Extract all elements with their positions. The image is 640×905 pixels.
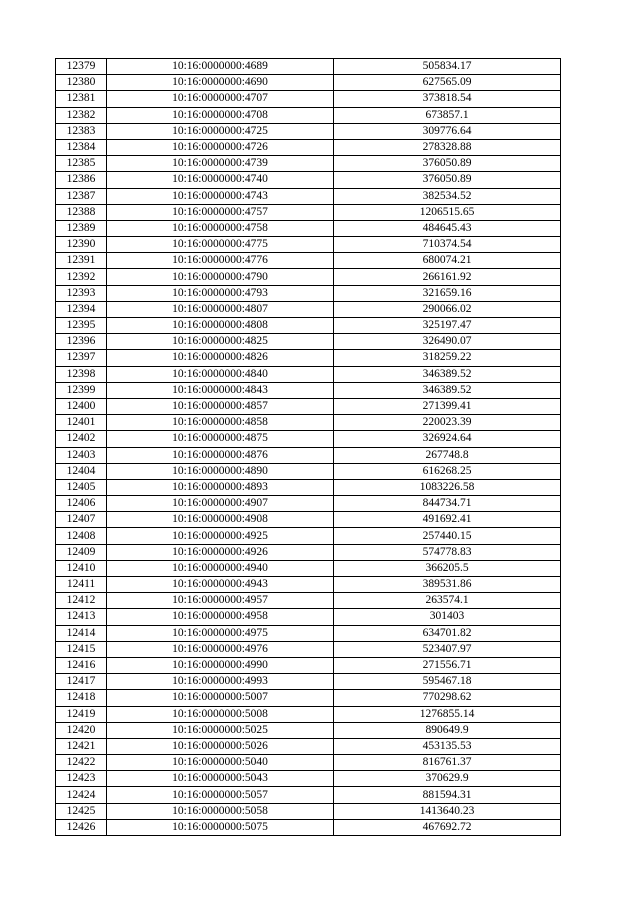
row-number-cell: 12392: [56, 269, 107, 285]
value-cell: 325197.47: [334, 318, 561, 334]
table-row: [56, 107, 561, 123]
table-row: [56, 738, 561, 754]
table-row: [56, 334, 561, 350]
table-row: [56, 269, 561, 285]
cadastral-number-cell: 10:16:0000000:4690: [107, 75, 334, 91]
row-number-cell: 12404: [56, 463, 107, 479]
row-number-cell: 12414: [56, 625, 107, 641]
table-row: [56, 220, 561, 236]
cadastral-number-cell: 10:16:0000000:4943: [107, 577, 334, 593]
cadastral-number-cell: 10:16:0000000:4725: [107, 123, 334, 139]
table-row: [56, 188, 561, 204]
cadastral-number-cell: 10:16:0000000:4775: [107, 237, 334, 253]
row-number-cell: 12403: [56, 447, 107, 463]
row-number-cell: 12423: [56, 771, 107, 787]
table-row: [56, 512, 561, 528]
cadastral-number-cell: 10:16:0000000:4876: [107, 447, 334, 463]
row-number-cell: 12415: [56, 641, 107, 657]
table-row: [56, 382, 561, 398]
value-cell: 484645.43: [334, 220, 561, 236]
row-number-cell: 12420: [56, 722, 107, 738]
table-row: [56, 706, 561, 722]
value-cell: 844734.71: [334, 496, 561, 512]
value-cell: 301403: [334, 609, 561, 625]
table-row: [56, 237, 561, 253]
row-number-cell: 12411: [56, 577, 107, 593]
row-number-cell: 12399: [56, 382, 107, 398]
row-number-cell: 12385: [56, 156, 107, 172]
value-cell: 710374.54: [334, 237, 561, 253]
value-cell: 574778.83: [334, 544, 561, 560]
row-number-cell: 12405: [56, 479, 107, 495]
table-row: [56, 560, 561, 576]
table-body: [56, 59, 561, 836]
value-cell: 890649.9: [334, 722, 561, 738]
table-row: [56, 156, 561, 172]
value-cell: 376050.89: [334, 156, 561, 172]
cadastral-number-cell: 10:16:0000000:4857: [107, 398, 334, 414]
row-number-cell: 12408: [56, 528, 107, 544]
row-number-cell: 12406: [56, 496, 107, 512]
value-cell: 326924.64: [334, 431, 561, 447]
row-number-cell: 12412: [56, 593, 107, 609]
row-number-cell: 12393: [56, 285, 107, 301]
value-cell: 467692.72: [334, 819, 561, 835]
table-row: [56, 431, 561, 447]
row-number-cell: 12425: [56, 803, 107, 819]
value-cell: 220023.39: [334, 415, 561, 431]
table-row: [56, 463, 561, 479]
value-cell: 1413640.23: [334, 803, 561, 819]
table-row: [56, 366, 561, 382]
row-number-cell: 12381: [56, 91, 107, 107]
cadastral-number-cell: 10:16:0000000:4689: [107, 59, 334, 75]
table-row: [56, 803, 561, 819]
cadastral-number-cell: 10:16:0000000:4957: [107, 593, 334, 609]
table-row: [56, 787, 561, 803]
cadastral-number-cell: 10:16:0000000:4993: [107, 674, 334, 690]
cadastral-number-cell: 10:16:0000000:4807: [107, 301, 334, 317]
value-cell: 278328.88: [334, 139, 561, 155]
value-cell: 1276855.14: [334, 706, 561, 722]
row-number-cell: 12382: [56, 107, 107, 123]
cadastral-number-cell: 10:16:0000000:4843: [107, 382, 334, 398]
table-row: [56, 75, 561, 91]
value-cell: 453135.53: [334, 738, 561, 754]
table-row: [56, 447, 561, 463]
value-cell: 616268.25: [334, 463, 561, 479]
value-cell: 346389.52: [334, 366, 561, 382]
cadastral-number-cell: 10:16:0000000:4726: [107, 139, 334, 155]
table-row: [56, 59, 561, 75]
cadastral-number-cell: 10:16:0000000:4757: [107, 204, 334, 220]
value-cell: 373818.54: [334, 91, 561, 107]
table-row: [56, 415, 561, 431]
cadastral-number-cell: 10:16:0000000:5008: [107, 706, 334, 722]
value-cell: 770298.62: [334, 690, 561, 706]
value-cell: 318259.22: [334, 350, 561, 366]
table-row: [56, 544, 561, 560]
cadastral-number-cell: 10:16:0000000:4808: [107, 318, 334, 334]
cadastral-number-cell: 10:16:0000000:4793: [107, 285, 334, 301]
value-cell: 382534.52: [334, 188, 561, 204]
table-row: [56, 350, 561, 366]
table-row: [56, 690, 561, 706]
value-cell: 523407.97: [334, 641, 561, 657]
row-number-cell: 12388: [56, 204, 107, 220]
table-row: [56, 674, 561, 690]
table-row: [56, 819, 561, 835]
row-number-cell: 12419: [56, 706, 107, 722]
table-row: [56, 301, 561, 317]
value-cell: 346389.52: [334, 382, 561, 398]
cadastral-number-cell: 10:16:0000000:4925: [107, 528, 334, 544]
value-cell: 370629.9: [334, 771, 561, 787]
row-number-cell: 12418: [56, 690, 107, 706]
cadastral-number-cell: 10:16:0000000:4990: [107, 657, 334, 673]
cadastral-number-cell: 10:16:0000000:4708: [107, 107, 334, 123]
row-number-cell: 12394: [56, 301, 107, 317]
table-row: [56, 253, 561, 269]
table-row: [56, 496, 561, 512]
row-number-cell: 12395: [56, 318, 107, 334]
value-cell: 680074.21: [334, 253, 561, 269]
row-number-cell: 12410: [56, 560, 107, 576]
cadastral-number-cell: 10:16:0000000:4893: [107, 479, 334, 495]
cadastral-number-cell: 10:16:0000000:4739: [107, 156, 334, 172]
row-number-cell: 12413: [56, 609, 107, 625]
cadastral-number-cell: 10:16:0000000:4940: [107, 560, 334, 576]
row-number-cell: 12398: [56, 366, 107, 382]
cadastral-number-cell: 10:16:0000000:5007: [107, 690, 334, 706]
cadastral-number-cell: 10:16:0000000:5057: [107, 787, 334, 803]
cadastral-number-cell: 10:16:0000000:5058: [107, 803, 334, 819]
cadastral-number-cell: 10:16:0000000:4743: [107, 188, 334, 204]
table-row: [56, 609, 561, 625]
row-number-cell: 12409: [56, 544, 107, 560]
row-number-cell: 12402: [56, 431, 107, 447]
value-cell: 505834.17: [334, 59, 561, 75]
cadastral-number-cell: 10:16:0000000:4926: [107, 544, 334, 560]
row-number-cell: 12426: [56, 819, 107, 835]
row-number-cell: 12397: [56, 350, 107, 366]
row-number-cell: 12407: [56, 512, 107, 528]
table-row: [56, 285, 561, 301]
value-cell: 595467.18: [334, 674, 561, 690]
row-number-cell: 12387: [56, 188, 107, 204]
table-row: [56, 577, 561, 593]
value-cell: 1206515.65: [334, 204, 561, 220]
row-number-cell: 12422: [56, 755, 107, 771]
row-number-cell: 12421: [56, 738, 107, 754]
value-cell: 290066.02: [334, 301, 561, 317]
value-cell: 266161.92: [334, 269, 561, 285]
cadastral-number-cell: 10:16:0000000:4790: [107, 269, 334, 285]
value-cell: 491692.41: [334, 512, 561, 528]
value-cell: 881594.31: [334, 787, 561, 803]
value-cell: 673857.1: [334, 107, 561, 123]
table-row: [56, 657, 561, 673]
row-number-cell: 12380: [56, 75, 107, 91]
cadastral-number-cell: 10:16:0000000:4875: [107, 431, 334, 447]
table-row: [56, 398, 561, 414]
value-cell: 376050.89: [334, 172, 561, 188]
cadastral-number-cell: 10:16:0000000:4890: [107, 463, 334, 479]
cadastral-number-cell: 10:16:0000000:5043: [107, 771, 334, 787]
cadastral-number-cell: 10:16:0000000:4907: [107, 496, 334, 512]
cadastral-number-cell: 10:16:0000000:4776: [107, 253, 334, 269]
table-row: [56, 139, 561, 155]
table-row: [56, 318, 561, 334]
value-cell: 257440.15: [334, 528, 561, 544]
row-number-cell: 12417: [56, 674, 107, 690]
row-number-cell: 12391: [56, 253, 107, 269]
table-row: [56, 593, 561, 609]
table-row: [56, 528, 561, 544]
cadastral-number-cell: 10:16:0000000:5025: [107, 722, 334, 738]
cadastral-number-cell: 10:16:0000000:4707: [107, 91, 334, 107]
cadastral-number-cell: 10:16:0000000:4908: [107, 512, 334, 528]
value-cell: 271399.41: [334, 398, 561, 414]
cadastral-number-cell: 10:16:0000000:4858: [107, 415, 334, 431]
table-row: [56, 641, 561, 657]
value-cell: 389531.86: [334, 577, 561, 593]
value-cell: 816761.37: [334, 755, 561, 771]
cadastral-number-cell: 10:16:0000000:4840: [107, 366, 334, 382]
cadastral-number-cell: 10:16:0000000:4826: [107, 350, 334, 366]
value-cell: 634701.82: [334, 625, 561, 641]
value-cell: 267748.8: [334, 447, 561, 463]
value-cell: 366205.5: [334, 560, 561, 576]
table-row: [56, 771, 561, 787]
cadastral-number-cell: 10:16:0000000:5075: [107, 819, 334, 835]
value-cell: 263574.1: [334, 593, 561, 609]
row-number-cell: 12389: [56, 220, 107, 236]
cadastral-number-cell: 10:16:0000000:4975: [107, 625, 334, 641]
table-row: [56, 755, 561, 771]
table-row: [56, 479, 561, 495]
row-number-cell: 12396: [56, 334, 107, 350]
row-number-cell: 12383: [56, 123, 107, 139]
cadastral-number-cell: 10:16:0000000:4976: [107, 641, 334, 657]
cadastral-number-cell: 10:16:0000000:5040: [107, 755, 334, 771]
value-cell: 627565.09: [334, 75, 561, 91]
value-cell: 309776.64: [334, 123, 561, 139]
data-table: [55, 58, 561, 836]
cadastral-number-cell: 10:16:0000000:5026: [107, 738, 334, 754]
row-number-cell: 12379: [56, 59, 107, 75]
row-number-cell: 12384: [56, 139, 107, 155]
row-number-cell: 12390: [56, 237, 107, 253]
table-row: [56, 204, 561, 220]
row-number-cell: 12401: [56, 415, 107, 431]
table-row: [56, 91, 561, 107]
table-row: [56, 123, 561, 139]
cadastral-number-cell: 10:16:0000000:4958: [107, 609, 334, 625]
table-row: [56, 172, 561, 188]
row-number-cell: 12386: [56, 172, 107, 188]
table-row: [56, 625, 561, 641]
value-cell: 271556.71: [334, 657, 561, 673]
value-cell: 1083226.58: [334, 479, 561, 495]
row-number-cell: 12416: [56, 657, 107, 673]
value-cell: 321659.16: [334, 285, 561, 301]
cadastral-number-cell: 10:16:0000000:4758: [107, 220, 334, 236]
value-cell: 326490.07: [334, 334, 561, 350]
row-number-cell: 12424: [56, 787, 107, 803]
table-row: [56, 722, 561, 738]
row-number-cell: 12400: [56, 398, 107, 414]
cadastral-number-cell: 10:16:0000000:4825: [107, 334, 334, 350]
cadastral-number-cell: 10:16:0000000:4740: [107, 172, 334, 188]
